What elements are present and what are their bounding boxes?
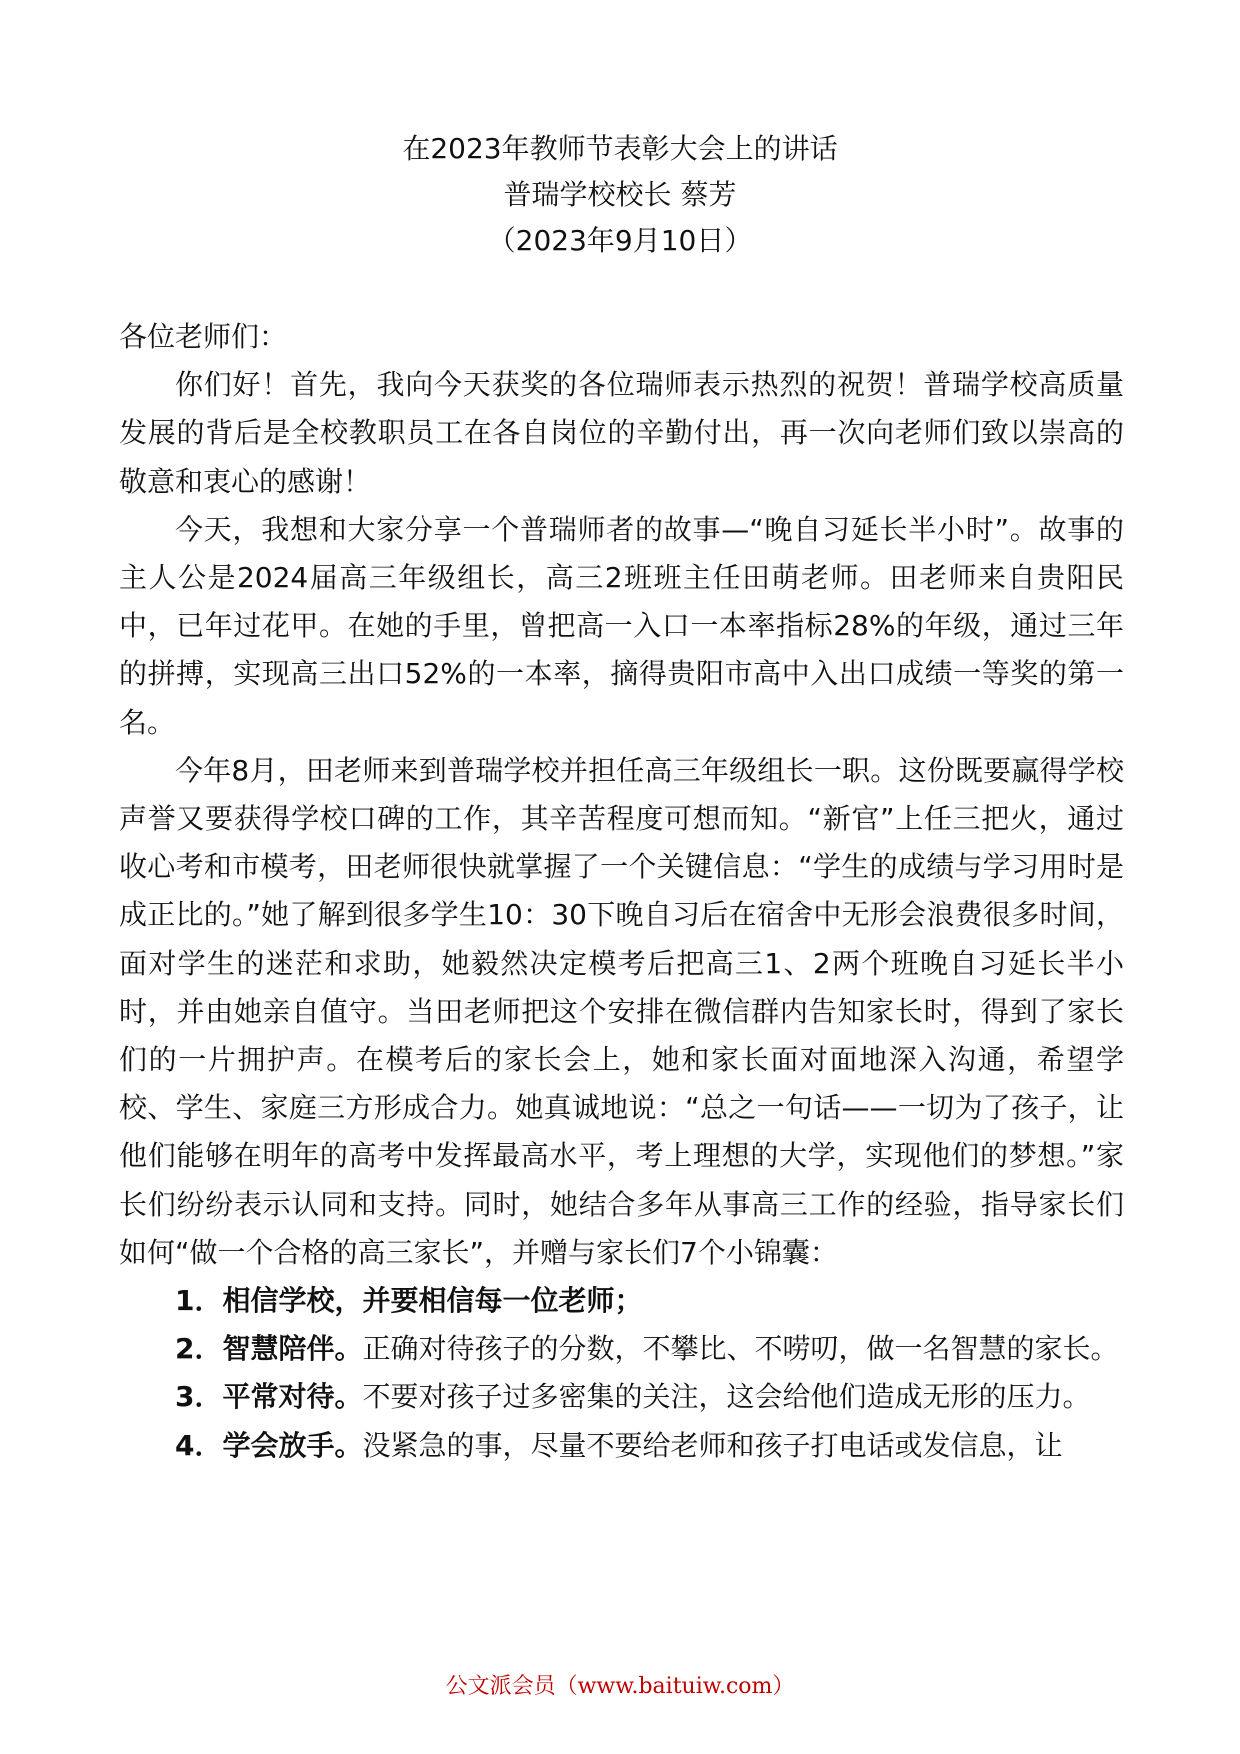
tip-body: 没紧急的事，尽量不要给老师和孩子打电话或发信息，让 bbox=[362, 1428, 1063, 1462]
tip-body: 正确对待孩子的分数，不攀比、不唠叨，做一名智慧的家长。 bbox=[362, 1332, 1119, 1366]
tip-item bbox=[119, 1373, 1124, 1421]
tip-heading: 4．学会放手。 bbox=[175, 1428, 363, 1462]
date-line: （2023年9月10日） bbox=[487, 224, 753, 257]
paragraph-greeting: 你们好！首先，我向今天获奖的各位瑞师表示热烈的祝贺！普瑞学校高质量发展的背后是全校教职员工在各自岗位的辛勤付出，再一次向老师们致以崇高的敬意和衷心的感谢！ bbox=[119, 368, 1124, 498]
page-title: 在2023年教师节表彰大会上的讲话 bbox=[402, 132, 838, 165]
paragraph-story-intro: 今天，我想和大家分享一个普瑞师者的故事—“晚自习延长半小时”。故事的主人公是2024届高三年级组长，高三2班班主任田萌老师。田老师来自贵阳民中，已年过花甲。在她的手里，曾把高一入口一本率指标28%的年级，通过三年的拼搏，实现高三出口52%的一本率，摘得贵阳市高中入出口成绩一等奖的第一名。 bbox=[119, 512, 1124, 739]
tip-item bbox=[119, 1422, 1124, 1470]
tip-body: 不要对孩子过多密集的关注，这会给他们造成无形的压力。 bbox=[362, 1380, 1091, 1414]
paragraph-story-detail: 今年8月，田老师来到普瑞学校并担任高三年级组长一职。这份既要赢得学校声誉又要获得学校口碑的工作，其辛苦程度可想而知。“新官”上任三把火，通过收心考和市模考，田老师很快就掌握了一个关键信息：“学生的成绩与学习用时是成正比的。”她了解到很多学生10：30下晚自习后在宿舍中无形会浪费很多时间，面对学生的迷茫和求助，她毅然决定模考后把高三1、2两个班晚自习延长半小时，并由她亲自值守。当田老师把这个安排在微信群内告知家长时，得到了家长们的一片拥护声。在模考后的家长会上，她和家长面对面地深入沟通，希望学校、学生、家庭三方形成合力。她真诚地说：“总之一句话——一切为了孩子，让他们能够在明年的高考中发挥最高水平，考上理想的大学，实现他们的梦想。”家长们纷纷表示认同和支持。同时，她结合多年从事高三工作的经验，指导家长们如何“做一个合格的高三家长”，并赠与家长们7个小锦囊： bbox=[119, 753, 1124, 1269]
tip-item bbox=[119, 1325, 1124, 1373]
speaker-line: 普瑞学校校长 蔡芳 bbox=[503, 178, 737, 211]
footer-watermark: 公文派会员（www.baituiw.com） bbox=[445, 1674, 795, 1699]
tip-item bbox=[119, 1277, 1124, 1325]
speech-body bbox=[119, 313, 1124, 1470]
tip-heading: 2．智慧陪伴。 bbox=[175, 1332, 363, 1366]
tip-heading: 1．相信学校，并要相信每一位老师； bbox=[175, 1284, 643, 1318]
title-block bbox=[0, 126, 1240, 264]
salutation: 各位老师们： bbox=[119, 320, 288, 353]
tip-heading: 3．平常对待。 bbox=[175, 1380, 363, 1414]
